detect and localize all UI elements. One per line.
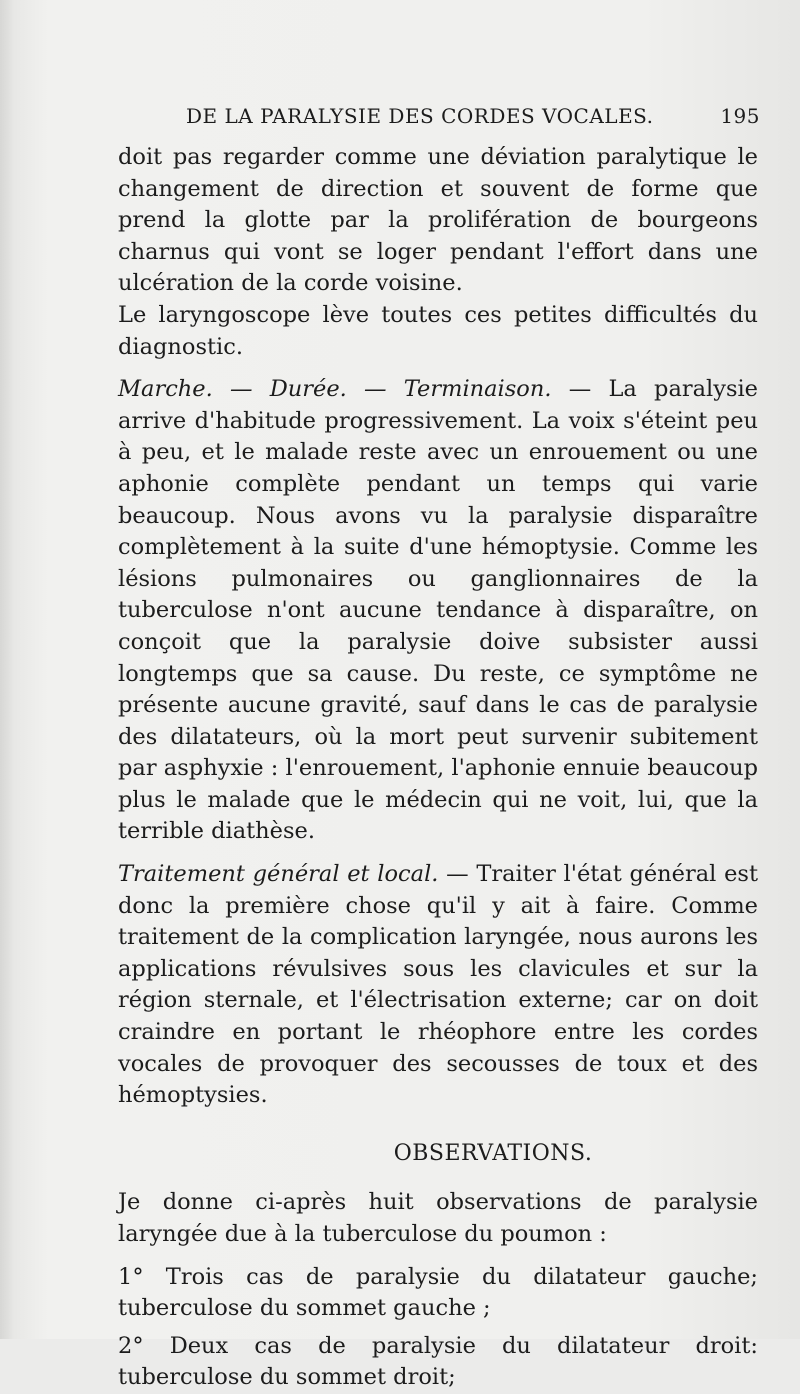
observation-list-item: 2° Deux cas de paralysie du dilatateur droit: tuberculose du sommet droit; [118, 1332, 758, 1391]
page-gutter-shadow [0, 0, 14, 1339]
observations-heading: OBSERVATIONS. [393, 1140, 593, 1166]
running-header-title: DE LA PARALYSIE DES CORDES VOCALES. [186, 104, 654, 128]
paragraph-diagnostic: Le laryngoscope lève toutes ces petites difficultés du diagnostic. [118, 301, 758, 360]
page-number: 195 [720, 104, 760, 128]
paragraph-marche-text: — La paralysie arrive d'habitude progressivement. La voix s'éteint peu à peu, et le malade reste avec un enrouement ou une aphonie complète pendant un temps qui varie beaucoup. Nous avons vu la paralysie disparaître complètement à la suite d'une hémoptysie. Comme les lésions pulmonaires ou ganglionnaires de la tuberculose n'ont aucune tendance à disparaître, on conçoit que la paralysie doive subsister aussi longtemps que sa cause. Du reste, ce symptôme ne présente aucune gravité, sauf dans le cas de paralysie des dilatateurs, où la mort peut survenir subitement par asphyxie : l'enrouement, l'aphonie ennuie beaucoup plus le malade que le médecin qui ne voit, lui, que la terrible diathèse. [118, 376, 758, 845]
paragraph-traitement-text: — Traiter l'état général est donc la première chose qu'il y ait à faire. Comme traitement de la complication laryngée, nous aurons les applications révulsives sous les clavicules et sur la région sternale, et l'électrisation externe; car on doit craindre en portant le rhéophore entre les cordes vocales de provoquer des secousses de toux et des hémoptysies. [118, 861, 758, 1109]
paragraph-marche [118, 374, 758, 848]
paragraph-traitement [118, 859, 758, 1112]
paragraph-continuation: doit pas regarder comme une déviation paralytique le changement de direction et souvent de forme que prend la glotte par la prolifération de bourgeons charnus qui vont se loger pendant l'effort dans une ulcération de la corde voisine. [118, 144, 758, 297]
section-lead-traitement: Traitement général et local. [118, 861, 439, 888]
observations-intro: Je donne ci-après huit observations de paralysie laryngée due à la tuberculose du poumon : [118, 1189, 758, 1247]
observation-list-item: 1° Trois cas de paralysie du dilatateur gauche; tuberculose du sommet gauche ; [118, 1263, 758, 1322]
running-header [186, 104, 760, 134]
section-lead-marche: Marche. — Durée. — Terminaison. [118, 376, 552, 403]
page-body [118, 142, 758, 1394]
